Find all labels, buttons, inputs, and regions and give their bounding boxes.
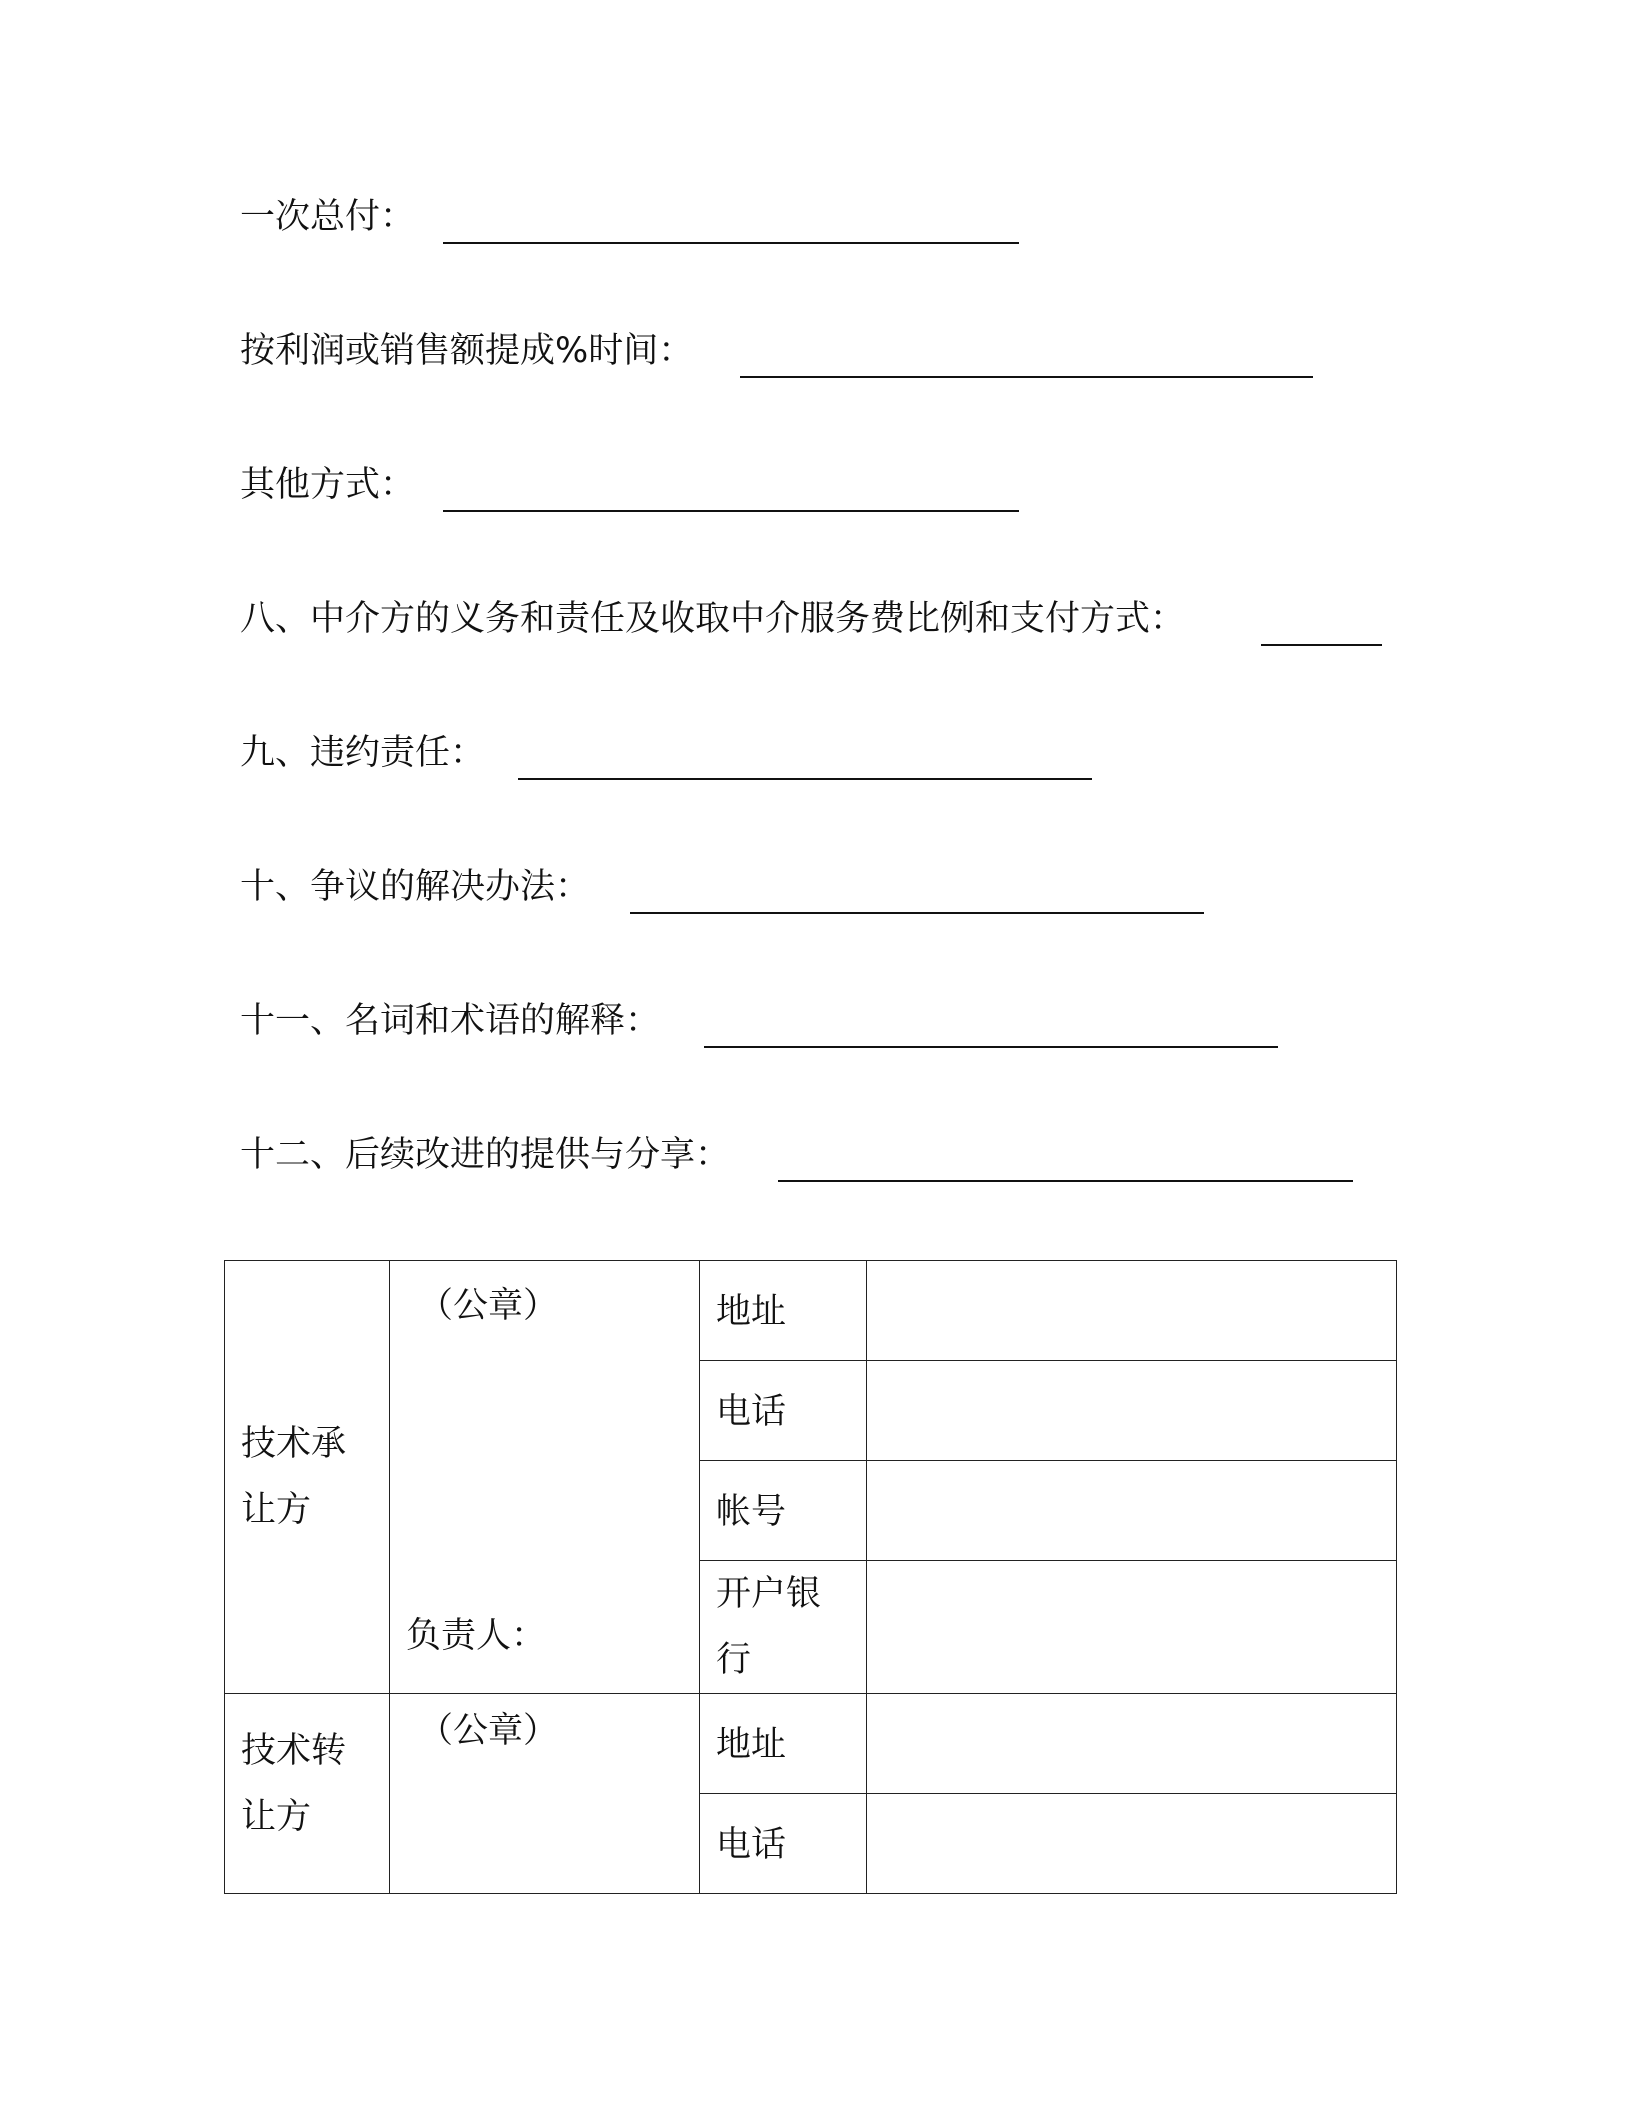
field-terms-definitions — [240, 988, 660, 1048]
assignee-address-value[interactable] — [867, 1261, 1397, 1361]
field-other-methods — [240, 452, 415, 512]
assignor-phone-value[interactable] — [867, 1794, 1397, 1894]
assignee-phone-label-cell — [700, 1361, 867, 1461]
fill-in-blank-other-methods[interactable] — [443, 510, 1019, 512]
assignor-address-label: 地址 — [716, 1725, 787, 1765]
assignee-address-row — [225, 1261, 1397, 1361]
fill-in-blank-dispute-resolution[interactable] — [630, 912, 1204, 914]
assignee-account-label-cell — [700, 1461, 867, 1561]
fill-in-blank-follow-up-improvements[interactable] — [778, 1180, 1353, 1182]
assignor-party-cell — [225, 1694, 390, 1894]
assignee-account-label: 帐号 — [716, 1492, 787, 1532]
field-intermediary-duties — [240, 586, 1185, 646]
field-royalty-time — [240, 318, 693, 378]
assignee-party-label-line2: 让方 — [241, 1490, 312, 1530]
fill-in-blank-lump-sum[interactable] — [443, 242, 1019, 244]
assignee-seal-label: （公章） — [418, 1286, 559, 1326]
assignee-address-label: 地址 — [716, 1292, 787, 1332]
field-follow-up-improvements — [240, 1122, 730, 1182]
assignee-bank-label-cell — [700, 1561, 867, 1694]
field-lump-sum — [240, 184, 415, 244]
fill-in-blank-intermediary-duties[interactable] — [1261, 644, 1382, 646]
field-label: 一次总付： — [240, 197, 416, 237]
assignee-phone-value[interactable] — [867, 1361, 1397, 1461]
assignee-bank-value[interactable] — [867, 1561, 1397, 1694]
field-label: 九、违约责任： — [240, 733, 486, 773]
assignee-bank-label-line1: 开户银 — [716, 1574, 822, 1614]
assignor-phone-label-cell — [700, 1794, 867, 1894]
assignee-party-cell — [225, 1261, 390, 1694]
assignor-seal-label: （公章） — [418, 1711, 559, 1751]
assignee-phone-label: 电话 — [716, 1392, 787, 1432]
signature-table — [224, 1260, 1397, 1894]
field-label: 十、争议的解决办法： — [240, 867, 591, 907]
assignor-party-label-line2: 让方 — [241, 1797, 312, 1837]
assignee-party-label-line1: 技术承 — [241, 1424, 347, 1464]
assignor-address-row — [225, 1694, 1397, 1794]
assignor-address-value[interactable] — [867, 1694, 1397, 1794]
assignee-responsible-label: 负责人： — [406, 1616, 547, 1656]
field-label: 按利润或销售额提成%时间： — [240, 331, 694, 371]
field-label: 八、中介方的义务和责任及收取中介服务费比例和支付方式： — [240, 599, 1186, 639]
field-dispute-resolution — [240, 854, 590, 914]
field-label: 十二、后续改进的提供与分享： — [240, 1135, 731, 1175]
assignee-seal-cell[interactable] — [390, 1261, 700, 1694]
fill-in-blank-royalty-time[interactable] — [740, 376, 1313, 378]
fill-in-blank-breach-liability[interactable] — [518, 778, 1092, 780]
fill-in-blank-terms-definitions[interactable] — [704, 1046, 1278, 1048]
assignee-bank-label-line2: 行 — [716, 1640, 752, 1680]
field-label: 其他方式： — [240, 465, 416, 505]
assignee-account-value[interactable] — [867, 1461, 1397, 1561]
assignee-address-label-cell — [700, 1261, 867, 1361]
field-label: 十一、名词和术语的解释： — [240, 1001, 661, 1041]
field-breach-liability — [240, 720, 485, 780]
assignor-party-label-line1: 技术转 — [241, 1731, 347, 1771]
assignor-phone-label: 电话 — [716, 1825, 787, 1865]
assignor-seal-cell[interactable] — [390, 1694, 700, 1894]
assignor-address-label-cell — [700, 1694, 867, 1794]
